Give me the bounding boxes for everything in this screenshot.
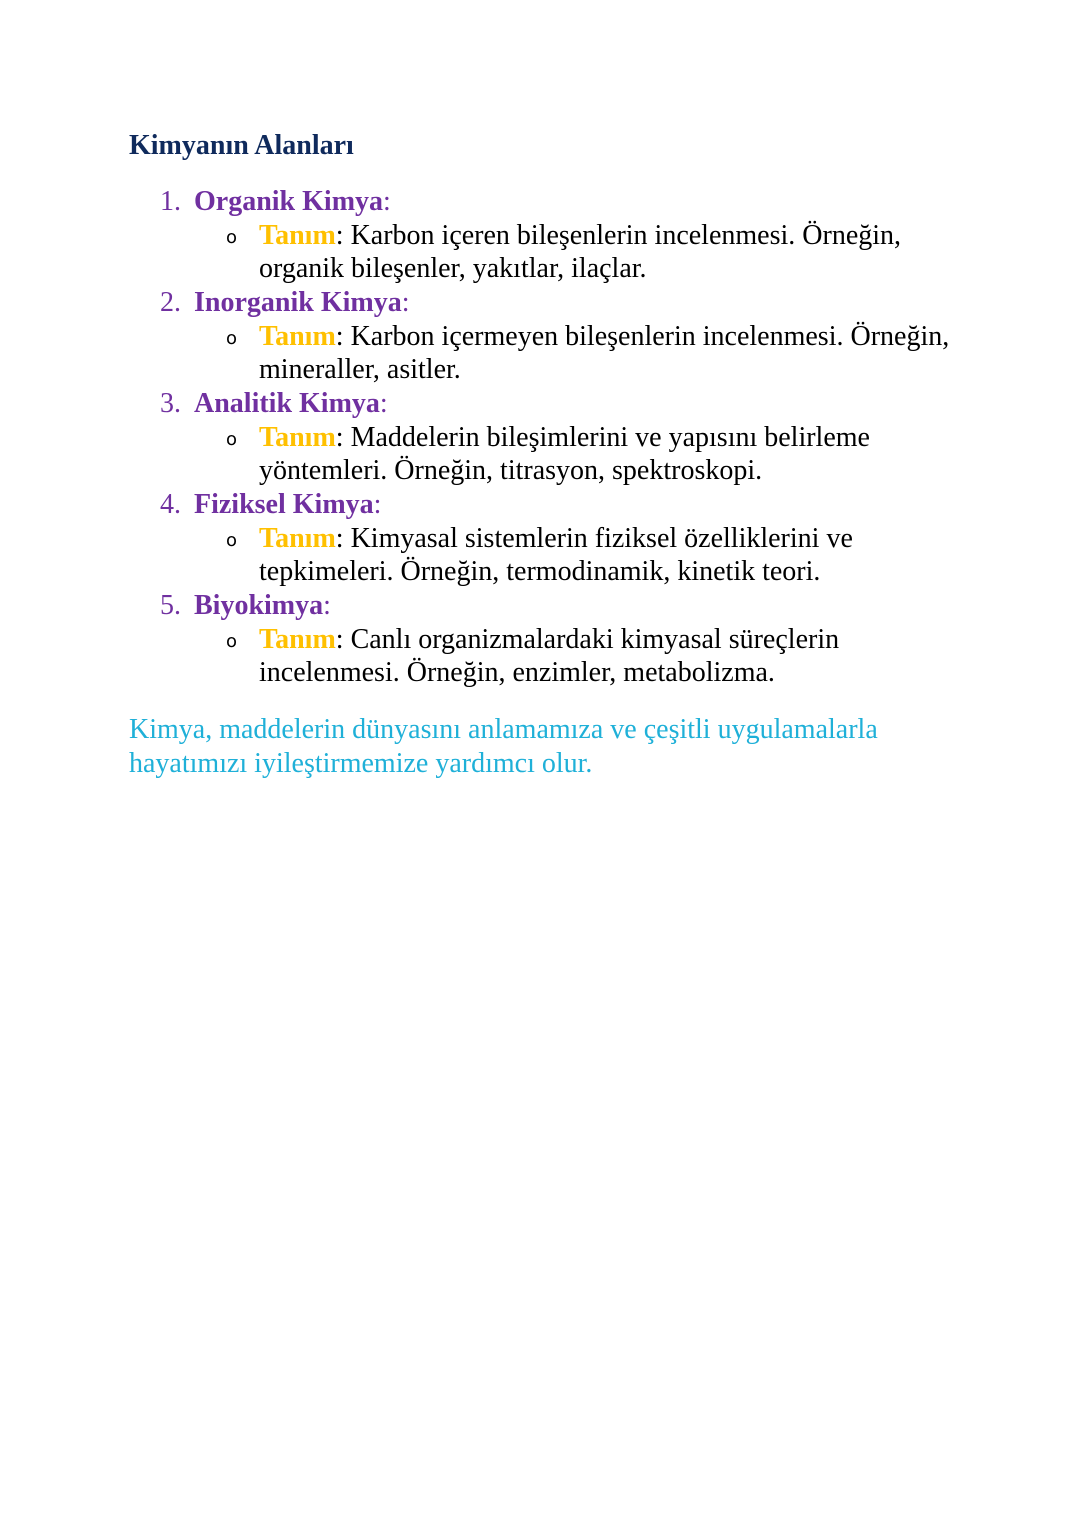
list-item — [160, 286, 960, 386]
list-number: 2. — [160, 287, 181, 318]
definition-colon: : — [335, 220, 351, 251]
definition-text: Karbon içermeyen bileşenlerin incelenmesi. Örneğin, mineraller, asitler. — [259, 321, 950, 385]
definition-item — [160, 623, 960, 689]
list-item — [160, 185, 960, 285]
definition-label: Tanım — [259, 321, 336, 352]
field-heading — [160, 589, 960, 623]
definition-item — [160, 219, 960, 285]
field-title: Analitik Kimya — [194, 388, 380, 419]
definition-colon: : — [335, 321, 351, 352]
field-heading — [160, 185, 960, 219]
definition-text: Karbon içeren bileşenlerin incelenmesi. Örneğin, organik bileşenler, yakıtlar, ilaçlar. — [259, 220, 902, 284]
field-colon: : — [323, 590, 331, 621]
field-heading — [160, 387, 960, 421]
field-colon: : — [373, 489, 382, 520]
field-title: Fiziksel Kimya — [194, 489, 374, 520]
hollow-bullet-icon: o — [226, 530, 238, 551]
definition-label: Tanım — [259, 624, 336, 655]
list-number: 3. — [160, 388, 181, 419]
definition-item — [160, 421, 960, 487]
field-colon: : — [401, 287, 410, 318]
definition-colon: : — [335, 523, 351, 554]
field-colon: : — [383, 186, 391, 217]
list-item — [160, 488, 960, 588]
definition-colon: : — [335, 624, 351, 655]
definition-label: Tanım — [259, 422, 336, 453]
field-title: Organik Kimya — [194, 186, 384, 217]
field-heading — [160, 488, 960, 522]
hollow-bullet-icon: o — [226, 227, 238, 248]
hollow-bullet-icon: o — [226, 328, 238, 349]
conclusion-paragraph: Kimya, maddelerin dünyasını anlamamıza ve çeşitli uygulamalarla hayatımızı iyileştirmemize yardımcı olur. — [129, 714, 878, 779]
page-title: Kimyanın Alanları — [129, 130, 354, 161]
definition-text: Maddelerin bileşimlerini ve yapısını belirleme yöntemleri. Örneğin, titrasyon, spektroskopi. — [259, 422, 870, 486]
field-title: Biyokimya — [194, 590, 324, 621]
definition-label: Tanım — [259, 220, 336, 251]
definition-colon: : — [335, 422, 351, 453]
field-colon: : — [379, 388, 388, 419]
definition-text: Kimyasal sistemlerin fiziksel özelliklerini ve tepkimeleri. Örneğin, termodinamik, kinetik teori. — [259, 523, 853, 587]
list-number: 4. — [160, 489, 181, 520]
definition-label: Tanım — [259, 523, 336, 554]
list-number: 5. — [160, 590, 181, 621]
list-item — [160, 387, 960, 487]
hollow-bullet-icon: o — [226, 631, 238, 652]
chemistry-fields-list — [160, 185, 960, 690]
list-item — [160, 589, 960, 689]
definition-item — [160, 522, 960, 588]
field-heading — [160, 286, 960, 320]
hollow-bullet-icon: o — [226, 429, 238, 450]
definition-item — [160, 320, 960, 386]
list-number: 1. — [160, 186, 181, 217]
definition-text: Canlı organizmalardaki kimyasal süreçlerin incelenmesi. Örneğin, enzimler, metabolizma. — [259, 624, 840, 688]
field-title: Inorganik Kimya — [194, 287, 402, 318]
